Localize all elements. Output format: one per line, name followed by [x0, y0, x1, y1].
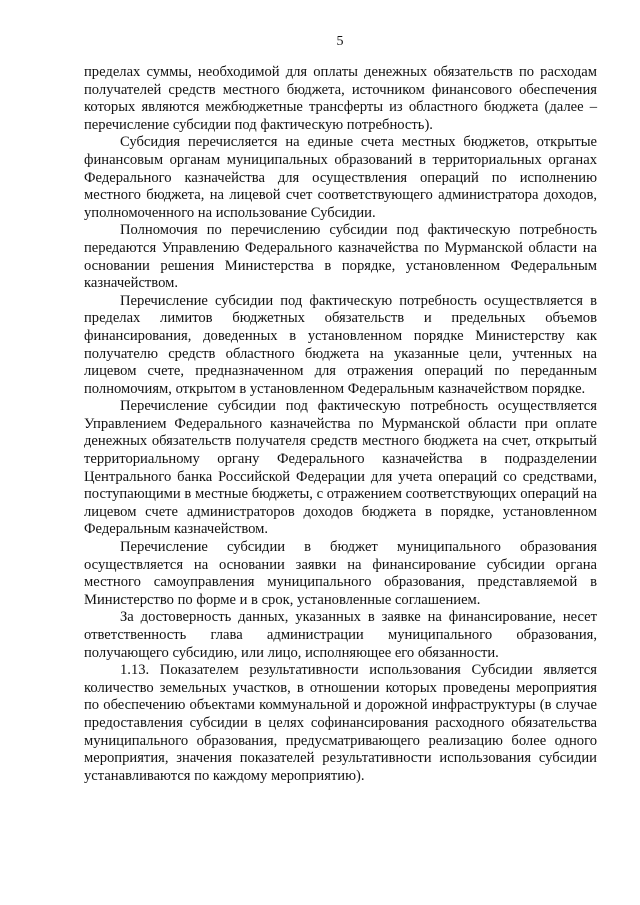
paragraph: Полномочия по перечислению субсидии под фактическую потребность передаются Управлению Федерального казначейства по Мурманской области на основании решения Министерства в порядке, установленном Федеральным казначейством. [84, 222, 597, 292]
paragraph: Перечисление субсидии в бюджет муниципального образования осуществляется на основании заявки на финансирование субсидии органа местного самоуправления муниципального образования, представляемой в Министерство по форме и в срок, установленные соглашением. [84, 539, 597, 608]
paragraph: пределах суммы, необходимой для оплаты денежных обязательств по расходам получателей средств местного бюджета, источником финансового обеспечения которых являются межбюджетные трансферты из областного бюджета (далее – перечисление субсидии под фактическую потребность). [84, 64, 597, 133]
paragraph: Перечисление субсидии под фактическую потребность осуществляется в пределах лимитов бюджетных обязательств и предельных объемов финансирования, доведенных в установленном порядке Министерству как получателю средств областного бюджета на указанные цели, учтенных на лицевом счете, предназначенном для отражения операций по переданным полномочиям, открытом в установленном Федеральным казначейством порядке. [84, 292, 597, 397]
paragraph: Субсидия перечисляется на единые счета местных бюджетов, открытые финансовым органам муниципальных образований в территориальных органах Федерального казначейства для осуществления операций по исполнению местного бюджета, на лицевой счет соответствующего администратора доходов, уполномоченного на использование Субсидии. [84, 134, 597, 221]
paragraph: Перечисление субсидии под фактическую потребность осуществляется Управлением Федерального казначейства по Мурманской области при оплате денежных обязательств получателя средств местного бюджета на счет, открытый территориальному органу Федерального казначейства в подразделении Центрального банка Российской Федерации для учета операций со средствами, поступающими в местные бюджеты, с отражением соответствующих операций на лицевом счете администраторов доходов бюджета в порядке, установленном Федеральным казначейством. [84, 398, 597, 538]
paragraph: За достоверность данных, указанных в заявке на финансирование, несет ответственность глава администрации муниципального образования, получающего субсидию, или лицо, исполняющее его обязанности. [84, 609, 597, 661]
paragraph: 1.13. Показателем результативности использования Субсидии является количество земельных участков, в отношении которых проведены мероприятия по обеспечению объектами коммунальной и дорожной инфраструктуры (в случае предоставления субсидии в целях софинансирования расходного обязательства муниципального образования, предусматривающего реализацию более одного мероприятия, значения показателей результативности использования субсидии устанавливаются по каждому мероприятию). [84, 662, 597, 784]
text-body [84, 64, 597, 785]
page-number: 5 [336, 34, 344, 49]
